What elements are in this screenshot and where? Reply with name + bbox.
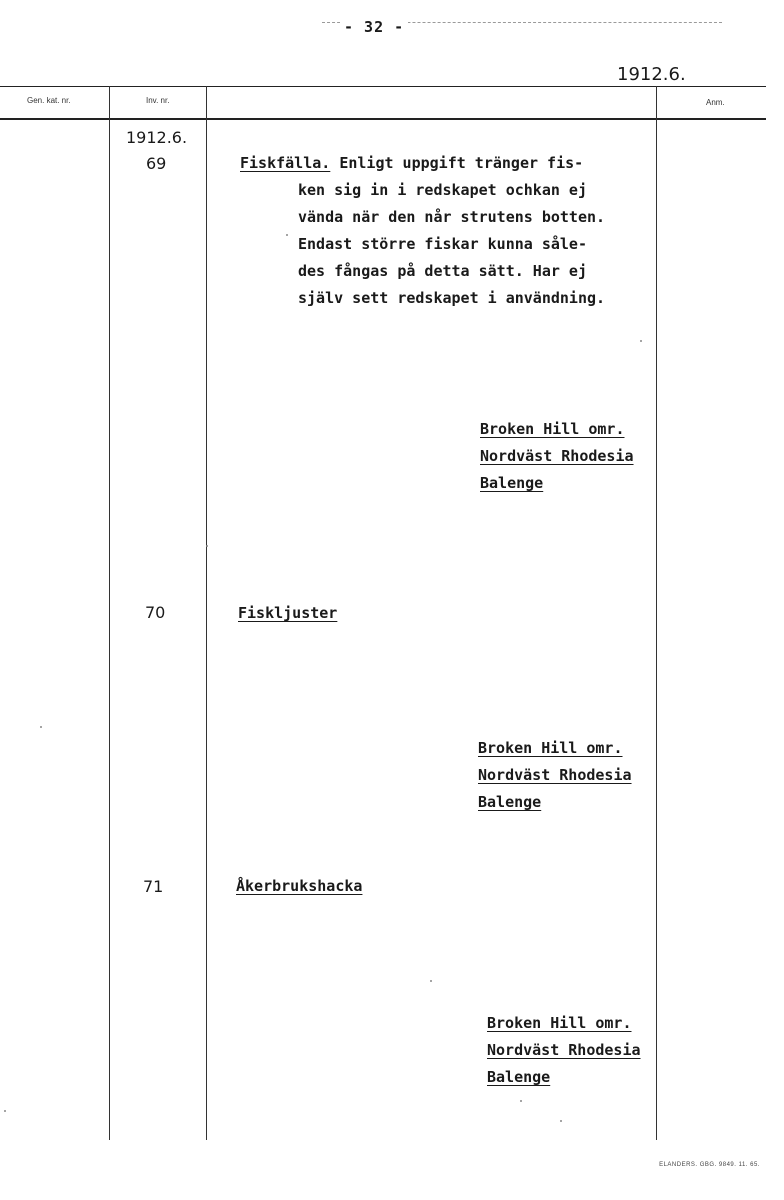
column-divider-gen-inv (109, 86, 110, 1140)
scan-speck (430, 980, 432, 982)
inventory-number: 70 (145, 603, 166, 622)
description-line: ken sig in i redskapet ochkan ej (298, 181, 587, 199)
location-region: Nordväst Rhodesia (478, 766, 632, 784)
column-header-anm: Anm. (706, 98, 725, 107)
description-line: Endast större fiskar kunna såle- (298, 235, 587, 253)
location-area: Broken Hill omr. (478, 739, 623, 757)
column-header-gen-kat: Gen. kat. nr. (27, 96, 71, 105)
location-people: Balenge (487, 1068, 551, 1086)
scan-speck (640, 340, 642, 342)
column-divider-desc-anm (656, 86, 657, 1140)
scan-speck (520, 1100, 522, 1102)
location-people: Balenge (478, 793, 542, 811)
location-block (487, 1010, 641, 1091)
description-line: själv sett redskapet i användning. (298, 289, 606, 307)
scan-speck (4, 1110, 6, 1112)
entry-title: Åkerbrukshacka (236, 877, 363, 895)
scan-speck (560, 1120, 562, 1122)
description-line: vända när den når strutens botten. (298, 208, 606, 226)
table-top-rule (0, 86, 766, 87)
year-label: 1912.6. (617, 64, 686, 85)
scan-speck (40, 726, 42, 728)
location-area: Broken Hill omr. (480, 420, 625, 438)
table-header-rule (0, 118, 766, 120)
entry-description (298, 177, 605, 312)
location-region: Nordväst Rhodesia (480, 447, 634, 465)
location-area: Broken Hill omr. (487, 1014, 632, 1032)
inventory-prefix: 1912.6. (126, 128, 188, 147)
location-block (478, 735, 632, 816)
location-people: Balenge (480, 474, 544, 492)
entry-description-start: Enligt uppgift tränger fis- (330, 154, 584, 172)
inventory-number: 69 (146, 154, 167, 173)
column-divider-inv-desc (206, 86, 207, 1140)
entry-title: Fiskfälla. (240, 154, 331, 172)
location-block (480, 416, 634, 497)
description-line: des fångas på detta sätt. Har ej (298, 262, 587, 280)
column-header-inv: Inv. nr. (146, 96, 170, 105)
scan-speck (286, 234, 288, 236)
location-region: Nordväst Rhodesia (487, 1041, 641, 1059)
printer-imprint: ELANDERS. GBG. 9849. 11. 65. (659, 1162, 760, 1168)
scan-speck (206, 545, 208, 547)
entry-first-line (240, 150, 583, 177)
entry-title: Fiskljuster (238, 604, 338, 622)
page-number: - 32 - (340, 18, 408, 36)
inventory-number: 71 (143, 877, 164, 896)
